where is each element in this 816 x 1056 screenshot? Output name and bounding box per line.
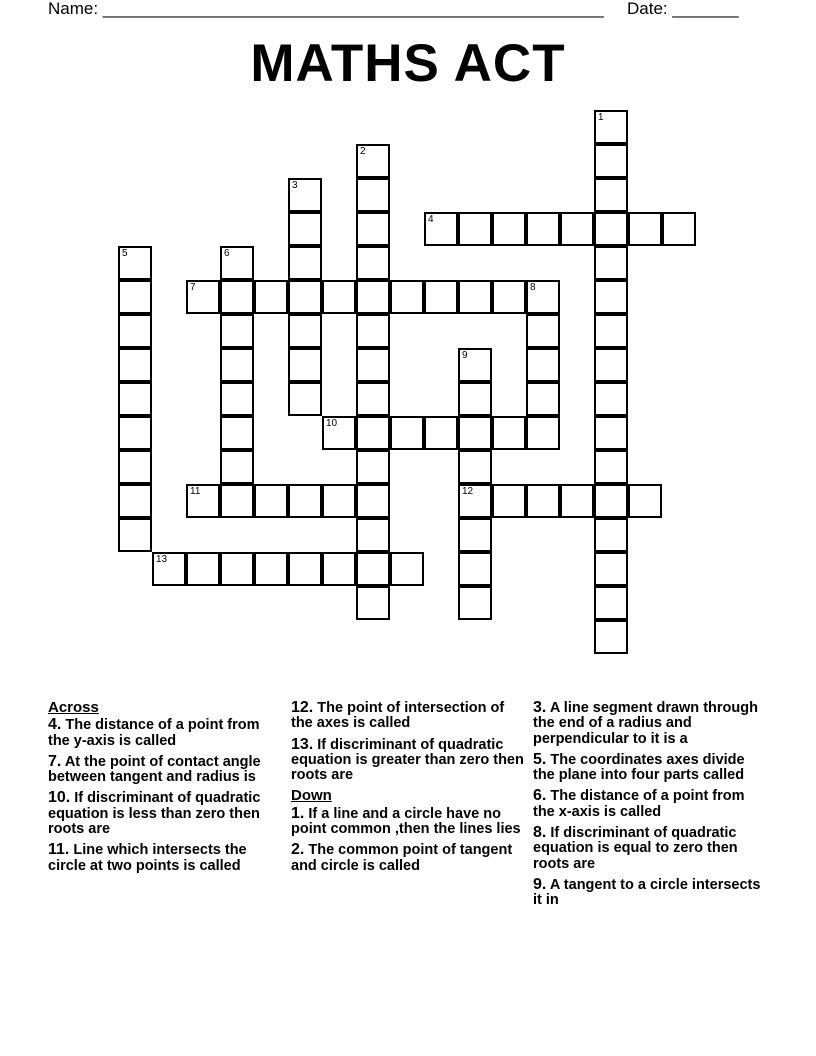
- clue-number: 2: [360, 146, 366, 157]
- crossword-cell[interactable]: [458, 484, 492, 518]
- clue-number: 9: [462, 350, 468, 361]
- clue-item-number: 4.: [48, 716, 62, 734]
- clue-item: [48, 754, 282, 786]
- crossword-cell[interactable]: [152, 552, 186, 586]
- crossword-cell[interactable]: [594, 518, 628, 552]
- crossword-cell[interactable]: [220, 552, 254, 586]
- clue-number: 3: [292, 180, 298, 191]
- clue-item-text: If discriminant of quadratic equation is less than zero then roots are: [48, 790, 261, 838]
- clue-item-number: 2.: [291, 841, 305, 859]
- crossword-cell[interactable]: [390, 552, 424, 586]
- crossword-cell[interactable]: [356, 552, 390, 586]
- crossword-cell[interactable]: [220, 450, 254, 484]
- crossword-cell[interactable]: [594, 484, 628, 518]
- crossword-cell[interactable]: [594, 144, 628, 178]
- crossword-cell[interactable]: [628, 484, 662, 518]
- clue-item-number: 3.: [533, 699, 547, 716]
- clue-item-number: 1.: [291, 804, 305, 822]
- crossword-cell[interactable]: [492, 416, 526, 450]
- crossword-cell[interactable]: [186, 484, 220, 518]
- crossword-cell[interactable]: [662, 212, 696, 246]
- clue-item-text: If a line and a circle have no point common ,then the lines lies: [291, 805, 521, 838]
- clue-item-text: A tangent to a circle intersects it in: [533, 876, 761, 909]
- crossword-cell[interactable]: [594, 620, 628, 654]
- crossword-cell[interactable]: [186, 280, 220, 314]
- crossword-cell[interactable]: [424, 416, 458, 450]
- clue-item-text: If discriminant of quadratic equation is equal to zero then roots are: [533, 825, 738, 872]
- crossword-cell[interactable]: [288, 246, 322, 280]
- crossword-cell[interactable]: [356, 416, 390, 450]
- clue-item: [291, 737, 525, 784]
- crossword-cell[interactable]: [356, 348, 390, 382]
- clue-item-number: 8.: [533, 824, 547, 842]
- crossword-cell[interactable]: [356, 212, 390, 246]
- name-field[interactable]: Name: _____________________________________________________: [48, 0, 604, 18]
- crossword-cell[interactable]: [118, 518, 152, 552]
- crossword-cell[interactable]: [356, 246, 390, 280]
- clue-item-text: Line which intersects the circle at two points is called: [48, 842, 247, 874]
- crossword-cell[interactable]: [628, 212, 662, 246]
- crossword-cell[interactable]: [356, 586, 390, 620]
- crossword-cell[interactable]: [118, 246, 152, 280]
- crossword-cell[interactable]: [594, 110, 628, 144]
- clue-item: [48, 842, 282, 874]
- crossword-cell[interactable]: [288, 314, 322, 348]
- crossword-cell[interactable]: [526, 484, 560, 518]
- crossword-cell[interactable]: [186, 552, 220, 586]
- crossword-cell[interactable]: [254, 280, 288, 314]
- clues-column-3: [533, 700, 767, 914]
- crossword-cell[interactable]: [594, 552, 628, 586]
- crossword-cell[interactable]: [526, 416, 560, 450]
- clue-item-text: A line segment drawn through the end of a radius and perpendicular to it is a: [533, 700, 758, 747]
- crossword-cell[interactable]: [288, 348, 322, 382]
- crossword-cell[interactable]: [356, 178, 390, 212]
- clue-item: [291, 806, 525, 838]
- crossword-cell[interactable]: [594, 178, 628, 212]
- crossword-cell[interactable]: [594, 416, 628, 450]
- clue-item-number: 6.: [533, 787, 547, 805]
- clue-item-number: 9.: [533, 875, 547, 893]
- crossword-cell[interactable]: [390, 416, 424, 450]
- clue-item-text: At the point of contact angle between tangent and radius is: [48, 753, 261, 786]
- clue-item: [48, 790, 282, 837]
- crossword-cell[interactable]: [458, 518, 492, 552]
- clues-column-2: [291, 700, 525, 879]
- crossword-cell[interactable]: [526, 212, 560, 246]
- crossword-cell[interactable]: [594, 382, 628, 416]
- crossword-cell[interactable]: [118, 484, 152, 518]
- crossword-cell[interactable]: [220, 484, 254, 518]
- crossword-cell[interactable]: [220, 348, 254, 382]
- clue-number: 11: [190, 486, 201, 497]
- crossword-cell[interactable]: [220, 314, 254, 348]
- crossword-cell[interactable]: [356, 144, 390, 178]
- clue-item: [533, 788, 767, 820]
- crossword-cell[interactable]: [594, 586, 628, 620]
- crossword-cell[interactable]: [118, 416, 152, 450]
- crossword-cell[interactable]: [322, 280, 356, 314]
- crossword-cell[interactable]: [492, 212, 526, 246]
- crossword-cell[interactable]: [356, 484, 390, 518]
- crossword-cell[interactable]: [288, 280, 322, 314]
- crossword-cell[interactable]: [594, 212, 628, 246]
- crossword-cell[interactable]: [594, 450, 628, 484]
- crossword-cell[interactable]: [356, 382, 390, 416]
- clue-item-number: 13.: [291, 735, 314, 753]
- clue-number: 1: [598, 112, 604, 123]
- clues-column-1: [48, 700, 282, 879]
- crossword-cell[interactable]: [288, 484, 322, 518]
- down-heading: Down: [291, 787, 332, 805]
- crossword-cell[interactable]: [560, 484, 594, 518]
- crossword-cell[interactable]: [118, 382, 152, 416]
- clue-item-number: 7.: [48, 752, 62, 770]
- crossword-cell[interactable]: [424, 280, 458, 314]
- crossword-cell[interactable]: [118, 280, 152, 314]
- clue-number: 4: [428, 214, 434, 225]
- clue-item: [48, 717, 282, 749]
- crossword-cell[interactable]: [458, 212, 492, 246]
- clue-item: [291, 700, 525, 732]
- crossword-cell[interactable]: [560, 212, 594, 246]
- clue-item-number: 12.: [291, 699, 314, 716]
- crossword-cell[interactable]: [356, 314, 390, 348]
- clue-item-number: 11.: [48, 841, 70, 859]
- crossword-cell[interactable]: [594, 348, 628, 382]
- clue-item-number: 10.: [48, 789, 71, 807]
- crossword-cell[interactable]: [254, 552, 288, 586]
- crossword-cell[interactable]: [526, 280, 560, 314]
- clue-item-text: If discriminant of quadratic equation is greater than zero then roots are: [291, 736, 524, 784]
- crossword-cell[interactable]: [220, 416, 254, 450]
- crossword-cell[interactable]: [526, 314, 560, 348]
- clue-item: [533, 877, 767, 909]
- clue-item-text: The common point of tangent and circle is called: [291, 842, 513, 874]
- crossword-cell[interactable]: [492, 484, 526, 518]
- crossword-cell[interactable]: [322, 484, 356, 518]
- crossword-cell[interactable]: [594, 246, 628, 280]
- clue-number: 6: [224, 248, 230, 259]
- crossword-cell[interactable]: [118, 348, 152, 382]
- crossword-cell[interactable]: [594, 280, 628, 314]
- crossword-cell[interactable]: [356, 450, 390, 484]
- crossword-cell[interactable]: [220, 382, 254, 416]
- date-field[interactable]: Date: _______: [627, 0, 739, 18]
- crossword-cell[interactable]: [288, 178, 322, 212]
- crossword-cell[interactable]: [118, 450, 152, 484]
- crossword-cell[interactable]: [458, 382, 492, 416]
- crossword-cell[interactable]: [254, 484, 288, 518]
- clue-number: 13: [156, 554, 168, 565]
- crossword-cell[interactable]: [458, 450, 492, 484]
- crossword-cell[interactable]: [356, 518, 390, 552]
- crossword-cell[interactable]: [118, 314, 152, 348]
- clue-item: [533, 825, 767, 872]
- crossword-cell[interactable]: [458, 280, 492, 314]
- clue-item-text: The distance of a point from the y-axis is called: [48, 717, 260, 749]
- clue-number: 10: [326, 418, 338, 429]
- crossword-cell[interactable]: [288, 552, 322, 586]
- clue-number: 12: [462, 486, 474, 497]
- clue-number: 5: [122, 248, 128, 259]
- clue-item-number: 5.: [533, 750, 547, 768]
- page-title: MATHS ACT: [250, 34, 566, 93]
- crossword-cell[interactable]: [458, 586, 492, 620]
- across-heading: Across: [48, 699, 99, 716]
- clue-item-text: The distance of a point from the x-axis is called: [533, 788, 745, 820]
- crossword-cell[interactable]: [390, 280, 424, 314]
- clue-number: 7: [190, 282, 196, 293]
- crossword-cell[interactable]: [526, 382, 560, 416]
- crossword-cell[interactable]: [594, 314, 628, 348]
- clue-item: [533, 700, 767, 747]
- crossword-cell[interactable]: [220, 280, 254, 314]
- clue-item-text: The point of intersection of the axes is called: [291, 700, 505, 732]
- clue-item-text: The coordinates axes divide the plane into four parts called: [533, 751, 745, 784]
- crossword-cell[interactable]: [458, 348, 492, 382]
- crossword-cell[interactable]: [322, 416, 356, 450]
- clue-item: [291, 842, 525, 874]
- crossword-cell[interactable]: [322, 552, 356, 586]
- clue-number: 8: [530, 282, 536, 293]
- crossword-cell[interactable]: [458, 416, 492, 450]
- crossword-cell[interactable]: [424, 212, 458, 246]
- clue-item: [533, 752, 767, 784]
- crossword-cell[interactable]: [220, 246, 254, 280]
- crossword-cell[interactable]: [288, 382, 322, 416]
- crossword-cell[interactable]: [288, 212, 322, 246]
- crossword-cell[interactable]: [356, 280, 390, 314]
- crossword-cell[interactable]: [526, 348, 560, 382]
- crossword-cell[interactable]: [492, 280, 526, 314]
- crossword-cell[interactable]: [458, 552, 492, 586]
